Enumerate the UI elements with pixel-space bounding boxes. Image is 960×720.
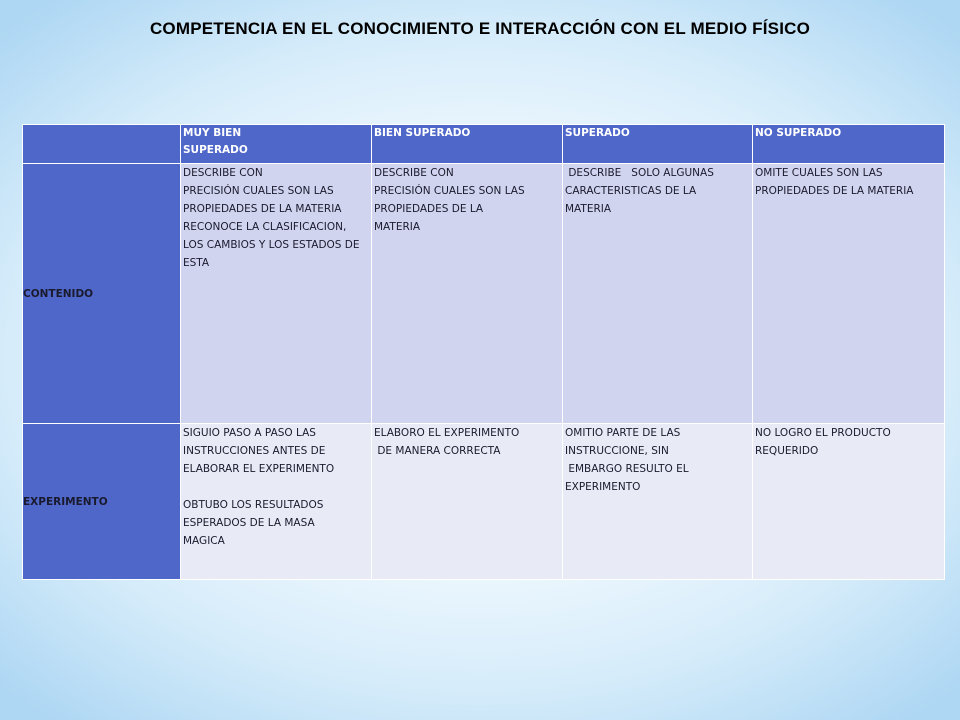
cell-text-line xyxy=(183,478,369,496)
header-line: SUPERADO xyxy=(183,144,248,156)
cell-experimento-bien xyxy=(372,424,563,580)
cell-text-line: EXPERIMENTO xyxy=(565,481,641,493)
cell-text-line: PROPIEDADES DE LA MATERIA xyxy=(755,185,914,197)
cell-text-line: REQUERIDO xyxy=(755,445,819,457)
cell-text-line: DESCRIBE CON xyxy=(183,167,263,179)
cell-text-line: PROPIEDADES DE LA xyxy=(374,203,484,215)
table-row-experimento xyxy=(23,424,945,580)
cell-text-line: DE MANERA CORRECTA xyxy=(374,445,501,457)
header-cell-empty xyxy=(23,125,181,164)
cell-experimento-superado xyxy=(563,424,753,580)
cell-text-line: MAGICA xyxy=(183,535,225,547)
header-line: MUY BIEN xyxy=(183,127,242,139)
cell-text-line: ELABORAR EL EXPERIMENTO xyxy=(183,463,335,475)
cell-text-line: MATERIA xyxy=(374,221,421,233)
cell-text-line: PROPIEDADES DE LA MATERIA xyxy=(183,203,342,215)
rubric-table xyxy=(22,124,945,580)
cell-text-line: OBTUBO LOS RESULTADOS xyxy=(183,499,324,511)
cell-text-line: OMITE CUALES SON LAS xyxy=(755,167,883,179)
cell-text-line: ELABORO EL EXPERIMENTO xyxy=(374,427,520,439)
cell-text-line: INSTRUCCIONES ANTES DE xyxy=(183,445,326,457)
cell-contenido-muy-bien xyxy=(181,164,372,424)
cell-text-line: PRECISIÓN CUALES SON LAS xyxy=(183,185,334,197)
header-cell-no-superado: NO SUPERADO xyxy=(753,125,945,164)
cell-text-line: MATERIA xyxy=(565,203,612,215)
cell-text-line: INSTRUCCIONE, SIN xyxy=(565,445,669,457)
cell-text-line: CARACTERISTICAS DE LA xyxy=(565,185,697,197)
row-label-experimento: EXPERIMENTO xyxy=(23,424,181,580)
cell-text-line: EMBARGO RESULTO EL xyxy=(565,463,689,475)
cell-contenido-superado xyxy=(563,164,753,424)
cell-contenido-bien xyxy=(372,164,563,424)
cell-text-line: ESTA xyxy=(183,257,210,269)
row-label-contenido: CONTENIDO xyxy=(23,164,181,424)
header-cell-superado: SUPERADO xyxy=(563,125,753,164)
cell-text-line: OMITIO PARTE DE LAS xyxy=(565,427,681,439)
cell-contenido-no-superado xyxy=(753,164,945,424)
page-title: COMPETENCIA EN EL CONOCIMIENTO E INTERACCIÓN CON EL MEDIO FÍSICO xyxy=(149,19,811,38)
header-cell-muy-bien-superado xyxy=(181,125,372,164)
cell-text-line: NO LOGRO EL PRODUCTO xyxy=(755,427,891,439)
cell-text-line: PRECISIÓN CUALES SON LAS xyxy=(374,185,525,197)
cell-experimento-no-superado xyxy=(753,424,945,580)
header-cell-bien-superado: BIEN SUPERADO xyxy=(372,125,563,164)
cell-text-line: DESCRIBE SOLO ALGUNAS xyxy=(565,167,714,179)
cell-text-line: ESPERADOS DE LA MASA xyxy=(183,517,315,529)
table-row-contenido xyxy=(23,164,945,424)
cell-text-line: LOS CAMBIOS Y LOS ESTADOS DE xyxy=(183,239,360,251)
table-header-row xyxy=(23,125,945,164)
cell-text-line: SIGUIO PASO A PASO LAS xyxy=(183,427,316,439)
cell-text-line: DESCRIBE CON xyxy=(374,167,454,179)
cell-experimento-muy-bien xyxy=(181,424,372,580)
cell-text-line: RECONOCE LA CLASIFICACION, xyxy=(183,221,347,233)
